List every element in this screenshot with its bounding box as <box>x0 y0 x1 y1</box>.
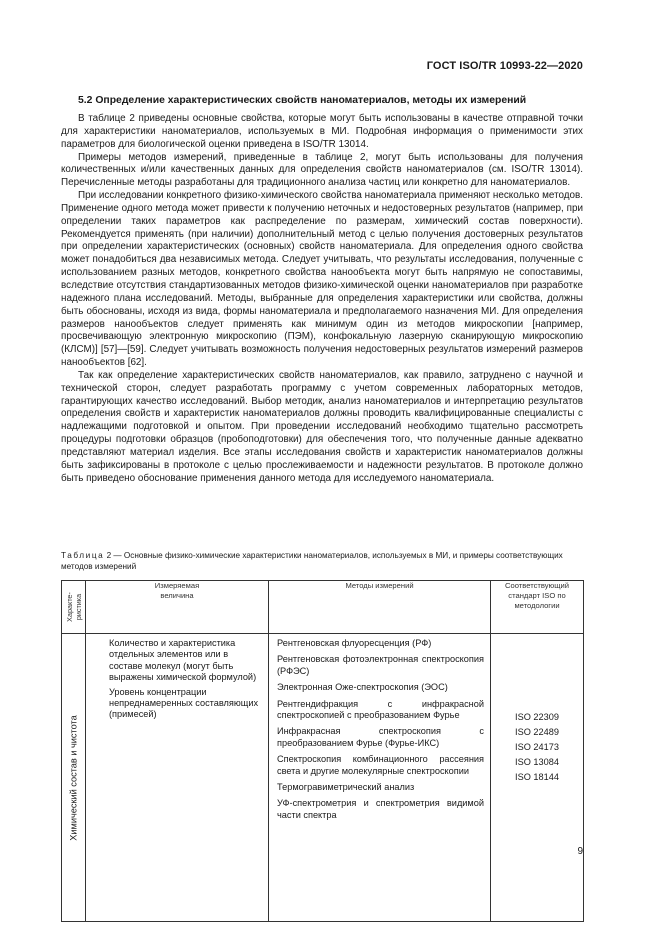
standard-item: ISO 18144 <box>515 772 559 782</box>
method-item: Рентгеновская фотоэлектронная спектроскопия (РФЭС) <box>277 654 484 676</box>
table-row <box>62 634 584 922</box>
standard-item: ISO 13084 <box>515 757 559 767</box>
paragraph: При исследовании конкретного физико-химического свойства наноматериала применяют несколько методов. Применение одного метода может привести к получению неточных и недостоверных результатов (например, при определении таких параметров как распределение по размерам, химический состав поверхности). Рекомендуется применять (при наличии) дополнительный метод с целью получения достоверных результатов при определении характеристических (основных) свойств наноматериала. Для определения одного свойства может понадобиться два независимых метода. Следует учитывать, что результаты исследования, полученные с использованием разных методов, конкретного свойства нанообъекта могут быть напрямую не сопоставимы, вследствие отсутствия стандартизованных методов физико-химической оценки наноматериалов при разработке надежного плана исследований. Методы, выбранные для определения характеристики или свойства, должны быть обоснованы, исходя из вида, формы наноматериала и предполагаемого назначения МИ. Для определения размеров нанообъектов следует применять как минимум один из методов микроскопии [например, просвечивающую электронную микроскопию (ПЭМ), конфокальную лазерную сканирующую микроскопию (КЛСМ)] [57]—[59]. Следует учитывать возможность получения недостоверных результатов измерений размеров нанообъектов [62]. <box>61 190 583 369</box>
header-methods: Методы измерений <box>269 581 491 634</box>
characteristic-label: Химический состав и чистота <box>68 714 78 841</box>
section-heading: 5.2 Определение характеристических свойств наноматериалов, методы их измерений <box>78 95 527 106</box>
body-text <box>61 113 583 485</box>
characteristic-cell <box>62 634 86 922</box>
standard-code: ГОСТ ISO/TR 10993-22—2020 <box>426 60 583 72</box>
method-item: Рентгендифракция с инфракрасной спектроскопией с преобразованием Фурье <box>277 698 484 721</box>
table-caption <box>61 550 583 572</box>
header-characteristic-label: Характе- ристика <box>64 592 83 622</box>
table-caption-label: Таблица <box>61 551 105 560</box>
header-standards: Соответствующий стандарт ISO по методологии <box>491 581 584 634</box>
table-header-row <box>62 581 584 634</box>
methods-cell <box>269 634 491 922</box>
page-number: 9 <box>577 846 583 857</box>
method-item: Спектроскопия комбинационного рассеяния света и другие молекулярные спектроскопии <box>277 754 484 776</box>
table-caption-text: 2 — Основные физико-химические характеристики наноматериалов, используемых в МИ, и примеры соответствующих методов измерений <box>61 551 563 571</box>
quantity-item: Уровень концентрации непреднамеренных составляющих (примесей) <box>109 686 259 720</box>
standard-item: ISO 24173 <box>515 742 559 752</box>
method-item: Термогравиметрический анализ <box>277 782 415 793</box>
method-item: Электронная Оже-спектроскопия (ЭОС) <box>277 682 448 693</box>
quantity-cell <box>86 634 269 922</box>
standards-cell <box>491 634 584 922</box>
properties-table <box>61 580 584 922</box>
method-item: УФ-спектрометрия и спектрометрия видимой части спектра <box>277 798 484 820</box>
header-quantity: Измеряемая величина <box>86 581 269 634</box>
quantity-item: Количество и характеристика отдельных элементов или в составе молекул (могут быть выражены химической формулой) <box>109 638 257 683</box>
method-item: Инфракрасная спектроскопия с преобразованием Фурье (Фурье-ИКС) <box>277 726 484 748</box>
paragraph: Примеры методов измерений, приведенные в таблице 2, могут быть использованы для получения количественных и/или качественных данных для определения свойств наноматериалов (см. ISO/TR 13014). Перечисленные методы разработаны для традиционного анализа частиц или конкретно для наноматериалов. <box>61 151 583 189</box>
header-characteristic <box>62 581 86 634</box>
standard-item: ISO 22309 <box>515 712 559 722</box>
method-item: Рентгеновская флуоресценция (РФ) <box>277 638 432 648</box>
standard-item: ISO 22489 <box>515 727 559 737</box>
paragraph: Так как определение характеристических свойств наноматериалов, как правило, затруднено с научной и технической сторон, следует разработать программу с учетом современных лабораторных методов, гарантирующих качество исследований. Выбор методик, анализ наноматериалов и интерпретацию результатов определения свойств и характеристик наноматериалов должны проводить квалифицированные специалисты с надлежащими подготовкой и опытом. При проведении исследований необходимо тщательно рассмотреть процедуры подготовки образцов (пробоподготовки) для обеспечения того, что полученные данные адекватно представляют материал изделия. Все этапы исследования свойств и характеристик наноматериалов должны быть зафиксированы в протоколе с целью прослеживаемости и надежности результатов. В протоколе должно быть приведено обоснование применения данного метода для исследуемого наноматериала. <box>61 369 583 484</box>
paragraph: В таблице 2 приведены основные свойства, которые могут быть использованы в качестве отправной точки для характеристики наноматериалов, используемых в МИ. Подробная информация о применимости этих параметров для биологической оценки приведена в ISO/TR 13014. <box>61 113 583 150</box>
